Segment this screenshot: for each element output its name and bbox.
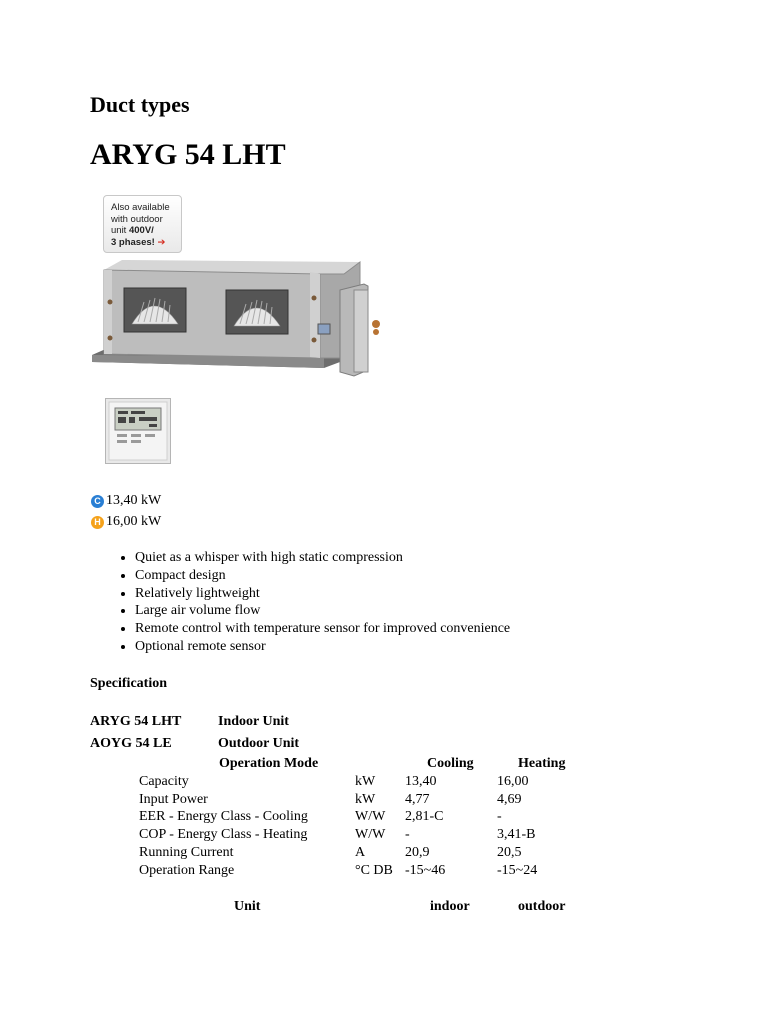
product-title: ARYG 54 LHT	[90, 138, 286, 171]
outdoor-model-desc: Outdoor Unit	[218, 736, 300, 751]
badge-line: Also available	[111, 202, 170, 213]
row-label: COP - Energy Class - Heating	[139, 827, 308, 842]
badge-line: 3 phases! ➔	[111, 236, 166, 248]
badge-line: with outdoor	[111, 213, 163, 225]
heating-header: Heating	[518, 756, 566, 771]
badge-line: unit 400V/	[111, 225, 154, 236]
heating-capacity	[91, 514, 161, 530]
row-cooling: 20,9	[405, 845, 430, 860]
row-cooling: 2,81-C	[405, 809, 444, 824]
specification-heading: Specification	[90, 676, 167, 691]
row-heating: 4,69	[497, 792, 522, 807]
row-unit: °C DB	[355, 863, 393, 878]
unit-header: Unit	[234, 899, 261, 914]
row-label: Running Current	[139, 845, 234, 860]
row-cooling: -15~46	[405, 863, 446, 878]
indoor-model: ARYG 54 LHT	[90, 714, 182, 729]
feature-list	[113, 549, 510, 656]
row-label: Input Power	[139, 792, 208, 807]
row-cooling: -	[405, 827, 410, 842]
cooling-c-icon: C	[91, 495, 104, 508]
row-unit: A	[355, 845, 366, 860]
availability-badge[interactable]	[103, 195, 182, 253]
row-cooling: 13,40	[405, 774, 437, 789]
cooling-capacity	[91, 493, 161, 509]
row-heating: 20,5	[497, 845, 522, 860]
feature-item: • Relatively lightweight	[135, 585, 510, 603]
row-unit: W/W	[355, 827, 386, 842]
heating-h-icon: H	[91, 516, 104, 529]
row-label: Capacity	[139, 774, 189, 789]
row-cooling: 4,77	[405, 792, 430, 807]
heating-capacity-value: 16,00 kW	[106, 514, 162, 529]
feature-item: • Quiet as a whisper with high static compression	[135, 549, 510, 567]
indoor-unit-image	[92, 258, 382, 398]
remote-controller-image	[105, 398, 171, 464]
row-heating: 3,41-B	[497, 827, 536, 842]
outdoor-model: AOYG 54 LE	[90, 736, 172, 751]
section-subtitle: Duct types	[90, 92, 190, 117]
row-heating: 16,00	[497, 774, 529, 789]
feature-item: • Large air volume flow	[135, 602, 510, 620]
feature-item: • Compact design	[135, 567, 510, 585]
indoor-header: indoor	[430, 899, 470, 914]
row-label: EER - Energy Class - Cooling	[139, 809, 308, 824]
row-heating: -	[497, 809, 502, 824]
cooling-capacity-value: 13,40 kW	[106, 493, 162, 508]
row-unit: kW	[355, 792, 376, 807]
outdoor-header: outdoor	[518, 899, 566, 914]
feature-item: • Optional remote sensor	[135, 638, 510, 656]
operation-mode-header: Operation Mode	[219, 756, 319, 771]
feature-item: • Remote control with temperature sensor for improved convenience	[135, 620, 510, 638]
row-heating: -15~24	[497, 863, 538, 878]
indoor-model-desc: Indoor Unit	[218, 714, 289, 729]
cooling-header: Cooling	[427, 756, 474, 771]
row-label: Operation Range	[139, 863, 235, 878]
row-unit: W/W	[355, 809, 386, 824]
arrow-right-icon: ➔	[157, 236, 166, 248]
row-unit: kW	[355, 774, 376, 789]
